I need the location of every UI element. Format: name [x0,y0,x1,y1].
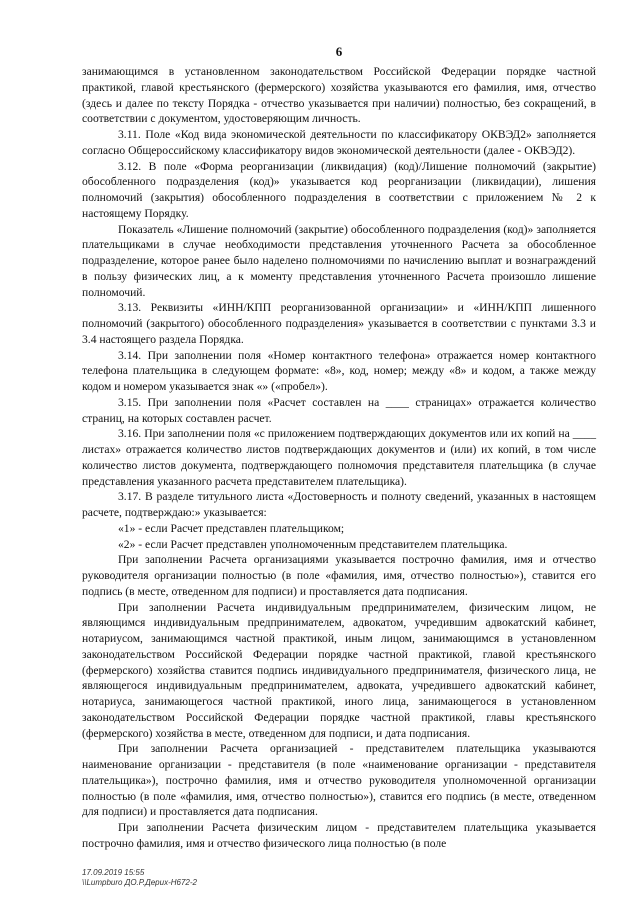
paragraph: Показатель «Лишение полномочий (закрытие) обособленного подразделения (код)» заполняется плательщиками в случае необходимости представления уточненного Расчета за обособленное подразделение, которое ранее было наделено полномочиями по начислению выплат и вознаграждений в пользу физических лиц, а к моменту представления уточненного Расчета произошло лишение полномочий. [82,222,596,299]
paragraph: 3.12. В поле «Форма реорганизации (ликвидация) (код)/Лишение полномочий (закрытие) обособленного подразделения (код)» указывается код реорганизации (ликвидации), лишения полномочий (закрытия) обособленного подразделения в соответствии с приложением № 2 к настоящему Порядку. [82,159,596,220]
paragraph: 3.13. Реквизиты «ИНН/КПП реорганизованной организации» и «ИНН/КПП лишенного полномочий (закрытого) обособленного подразделения» указывается в соответствии с пунктами 3.3 и 3.4 настоящего раздела Порядка. [82,301,596,346]
paragraph: «2» - если Расчет представлен уполномоченным представителем плательщика. [118,537,508,551]
paragraph: «1» - если Расчет представлен плательщиком; [118,521,345,535]
paragraph: При заполнении Расчета организациями указывается построчно фамилия, имя и отчество руководителя организации полностью (в поле «фамилия, имя, отчество полностью»), ставится его подпись (в месте, отведенном для подписи) и проставляется дата подписания. [82,553,596,598]
document-body [82,64,596,852]
paragraph: занимающимся в установленном законодательством Российской Федерации порядке частной практикой, главой крестьянского (фермерского) хозяйства указываются его фамилия, имя, отчество (здесь и далее по тексту Порядка - отчество указывается при наличии) полностью, без сокращений, в соответствии с документом, удостоверяющим личность. [82,65,596,126]
document-footer [82,868,197,888]
paragraph: 3.15. При заполнении поля «Расчет составлен на ____ страницах» отражается количество страниц, на которых составлен расчет. [82,395,596,425]
page-number: 6 [335,44,343,59]
paragraph: 3.11. Поле «Код вида экономической деятельности по классификатору ОКВЭД2» заполняется согласно Общероссийскому классификатору видов экономической деятельности (далее - ОКВЭД2). [82,128,596,157]
paragraph: При заполнении Расчета организацией - представителем плательщика указываются наименование организации - представителя (в поле «наименование организации - представителя плательщика»), построчно фамилия, имя и отчество руководителя уполномоченной организации полностью (в поле «фамилия, имя, отчество полностью»), ставится его подпись (в месте, отведенном для подписи) и проставляется дата подписания. [82,742,596,819]
footer-timestamp: 17.09.2019 15:55 [82,868,145,877]
footer-file-path: \\Lumpburo ДО.Р.Дерих-Н672-2 [82,878,197,887]
paragraph: 3.17. В разделе титульного листа «Достоверность и полноту сведений, указанных в настоящем расчете, подтверждаю:» указывается: [82,490,596,519]
paragraph: 3.16. При заполнении поля «с приложением подтверждающих документов или их копий на ____ листах» отражается количество листов подтверждающих документов и (или) их копий, в том числе количество листов документа, подтверждающего полномочия представителя плательщика (в случае представления указанного расчета представителем плательщика). [82,427,596,488]
paragraph: 3.14. При заполнении поля «Номер контактного телефона» отражается номер контактного телефона плательщика в следующем формате: «8», код, номер; между «8» и кодом, а также между кодом и номером указывается знак «» («пробел»). [82,348,596,393]
paragraph: При заполнении Расчета индивидуальным предпринимателем, физическим лицом, не являющимся индивидуальным предпринимателем, адвокатом, учредившим адвокатский кабинет, нотариусом, занимающимся частной практикой, иным лицом, занимающимся в установленном законодательством Российской Федерации порядке частной практикой, главой крестьянского (фермерского) хозяйства ставится подпись индивидуального предпринимателя, физического лица, не являющегося индивидуальным предпринимателем, адвоката, учредившего адвокатский кабинет, нотариуса, занимающегося частной практикой, иного лица, занимающегося в установленном законодательством Российской Федерации порядке частной практикой, главы крестьянского (фермерского) хозяйства в месте, отведенном для подписи, и дата подписания. [82,600,596,740]
paragraph: При заполнении Расчета физическим лицом - представителем плательщика указывается построчно фамилия, имя и отчество физического лица полностью (в поле [82,821,596,850]
